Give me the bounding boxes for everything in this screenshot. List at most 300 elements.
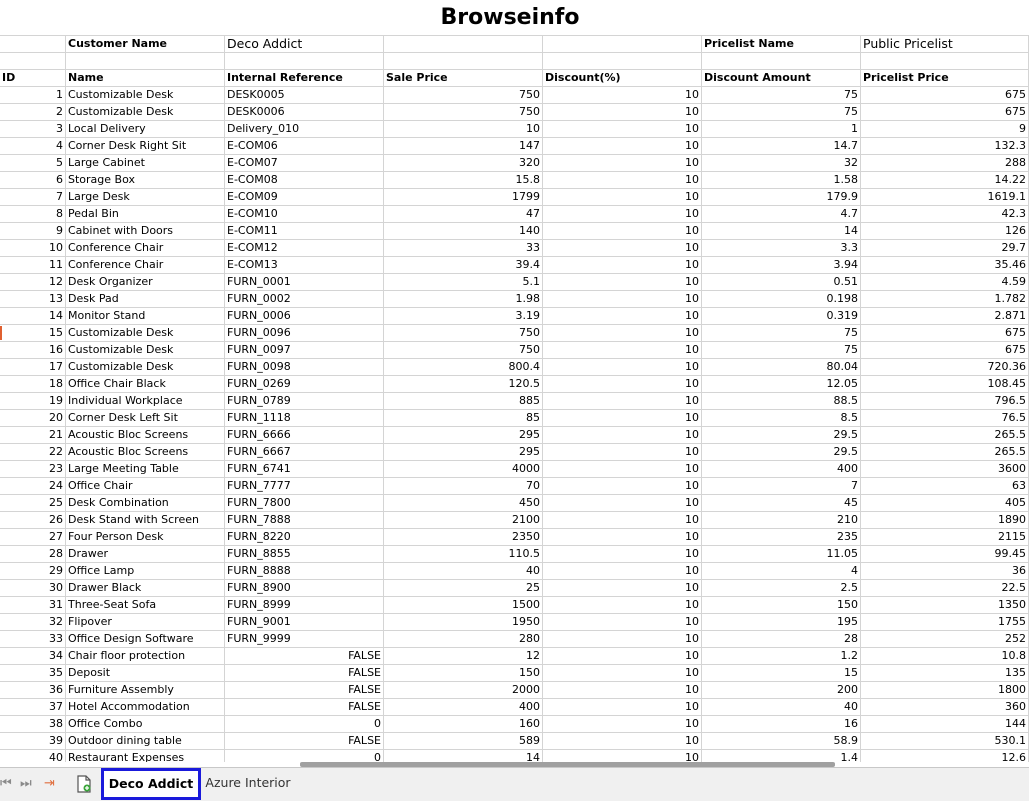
- cell-pricelist-price[interactable]: 63: [861, 478, 1029, 495]
- cell-sale-price[interactable]: 320: [384, 155, 543, 172]
- cell-pricelist-price[interactable]: 675: [861, 104, 1029, 121]
- cell-discount-amount[interactable]: 11.05: [702, 546, 861, 563]
- cell-discount-percent[interactable]: 10: [543, 699, 702, 716]
- cell-discount-percent[interactable]: 10: [543, 461, 702, 478]
- cell-name[interactable]: Conference Chair: [66, 257, 225, 274]
- cell-pricelist-price[interactable]: 720.36: [861, 359, 1029, 376]
- cell-name[interactable]: Individual Workplace: [66, 393, 225, 410]
- cell-sale-price[interactable]: 2000: [384, 682, 543, 699]
- cell-internal-reference[interactable]: FALSE: [225, 699, 384, 716]
- cell-discount-percent[interactable]: 10: [543, 359, 702, 376]
- cell-sale-price[interactable]: 2350: [384, 529, 543, 546]
- cell-sale-price[interactable]: 1799: [384, 189, 543, 206]
- sheet-tab-azure-interior[interactable]: Azure Interior: [205, 775, 291, 790]
- cell-name[interactable]: Desk Organizer: [66, 274, 225, 291]
- cell-id[interactable]: 34: [0, 648, 66, 665]
- add-sheet-icon[interactable]: [76, 775, 92, 793]
- cell-sale-price[interactable]: 5.1: [384, 274, 543, 291]
- cell-discount-percent[interactable]: 10: [543, 444, 702, 461]
- cell-discount-amount[interactable]: 400: [702, 461, 861, 478]
- cell-internal-reference[interactable]: FURN_8855: [225, 546, 384, 563]
- cell-name[interactable]: Large Cabinet: [66, 155, 225, 172]
- cell-sale-price[interactable]: 400: [384, 699, 543, 716]
- cell-discount-amount[interactable]: 14: [702, 223, 861, 240]
- cell-internal-reference[interactable]: FURN_0006: [225, 308, 384, 325]
- pricelist-label[interactable]: Pricelist Name: [702, 36, 861, 53]
- cell-discount-amount[interactable]: 75: [702, 325, 861, 342]
- cell-internal-reference[interactable]: FURN_6741: [225, 461, 384, 478]
- cell-discount-amount[interactable]: 4.7: [702, 206, 861, 223]
- cell-pricelist-price[interactable]: 360: [861, 699, 1029, 716]
- column-header-pricelist-price[interactable]: Pricelist Price: [861, 70, 1029, 87]
- cell-internal-reference[interactable]: FURN_6667: [225, 444, 384, 461]
- cell-name[interactable]: Conference Chair: [66, 240, 225, 257]
- cell-sale-price[interactable]: 750: [384, 342, 543, 359]
- cell-discount-amount[interactable]: 210: [702, 512, 861, 529]
- cell-pricelist-price[interactable]: 1350: [861, 597, 1029, 614]
- empty-cell[interactable]: [543, 36, 702, 53]
- cell-id[interactable]: 17: [0, 359, 66, 376]
- cell-sale-price[interactable]: 85: [384, 410, 543, 427]
- cell-internal-reference[interactable]: FALSE: [225, 665, 384, 682]
- cell-name[interactable]: Hotel Accommodation: [66, 699, 225, 716]
- cell-id[interactable]: 12: [0, 274, 66, 291]
- cell-id[interactable]: 37: [0, 699, 66, 716]
- cell-internal-reference[interactable]: Delivery_010: [225, 121, 384, 138]
- cell-id[interactable]: 39: [0, 733, 66, 750]
- cell-internal-reference[interactable]: E-COM13: [225, 257, 384, 274]
- scroll-to-end-icon[interactable]: ⇥: [44, 776, 55, 791]
- cell-name[interactable]: Local Delivery: [66, 121, 225, 138]
- column-header-internal-reference[interactable]: Internal Reference: [225, 70, 384, 87]
- cell-pricelist-price[interactable]: 4.59: [861, 274, 1029, 291]
- cell-sale-price[interactable]: 10: [384, 121, 543, 138]
- cell-discount-amount[interactable]: 150: [702, 597, 861, 614]
- cell-id[interactable]: 30: [0, 580, 66, 597]
- cell-discount-amount[interactable]: 1.4: [702, 750, 861, 762]
- cell-sale-price[interactable]: 3.19: [384, 308, 543, 325]
- cell-discount-percent[interactable]: 10: [543, 104, 702, 121]
- empty-cell[interactable]: [702, 53, 861, 70]
- cell-internal-reference[interactable]: FURN_8900: [225, 580, 384, 597]
- cell-discount-amount[interactable]: 45: [702, 495, 861, 512]
- cell-sale-price[interactable]: 33: [384, 240, 543, 257]
- cell-id[interactable]: 13: [0, 291, 66, 308]
- cell-internal-reference[interactable]: FURN_0269: [225, 376, 384, 393]
- cell-internal-reference[interactable]: FURN_1118: [225, 410, 384, 427]
- cell-sale-price[interactable]: 750: [384, 325, 543, 342]
- cell-sale-price[interactable]: 4000: [384, 461, 543, 478]
- cell-id[interactable]: 10: [0, 240, 66, 257]
- cell-id[interactable]: 19: [0, 393, 66, 410]
- cell-pricelist-price[interactable]: 2.871: [861, 308, 1029, 325]
- column-header-discount-percent[interactable]: Discount(%): [543, 70, 702, 87]
- cell-discount-percent[interactable]: 10: [543, 648, 702, 665]
- cell-pricelist-price[interactable]: 265.5: [861, 444, 1029, 461]
- cell-discount-percent[interactable]: 10: [543, 291, 702, 308]
- cell-discount-amount[interactable]: 75: [702, 104, 861, 121]
- cell-sale-price[interactable]: 1.98: [384, 291, 543, 308]
- cell-discount-amount[interactable]: 16: [702, 716, 861, 733]
- cell-name[interactable]: Deposit: [66, 665, 225, 682]
- cell-pricelist-price[interactable]: 1.782: [861, 291, 1029, 308]
- cell-internal-reference[interactable]: FURN_7800: [225, 495, 384, 512]
- cell-internal-reference[interactable]: FURN_8888: [225, 563, 384, 580]
- cell-internal-reference[interactable]: 0: [225, 750, 384, 762]
- cell-id[interactable]: 24: [0, 478, 66, 495]
- cell-internal-reference[interactable]: FURN_0098: [225, 359, 384, 376]
- cell-sale-price[interactable]: 450: [384, 495, 543, 512]
- cell-name[interactable]: Large Desk: [66, 189, 225, 206]
- cell-id[interactable]: 7: [0, 189, 66, 206]
- cell-discount-percent[interactable]: 10: [543, 614, 702, 631]
- cell-internal-reference[interactable]: FURN_0097: [225, 342, 384, 359]
- cell-discount-percent[interactable]: 10: [543, 716, 702, 733]
- cell-pricelist-price[interactable]: 36: [861, 563, 1029, 580]
- cell-id[interactable]: 38: [0, 716, 66, 733]
- cell-sale-price[interactable]: 150: [384, 665, 543, 682]
- cell-id[interactable]: 16: [0, 342, 66, 359]
- sheet-tab-deco-addict[interactable]: Deco Addict: [101, 768, 201, 800]
- cell-discount-percent[interactable]: 10: [543, 529, 702, 546]
- cell-id[interactable]: 33: [0, 631, 66, 648]
- cell-discount-amount[interactable]: 0.51: [702, 274, 861, 291]
- cell-discount-amount[interactable]: 1: [702, 121, 861, 138]
- cell-id[interactable]: 20: [0, 410, 66, 427]
- cell-discount-percent[interactable]: 10: [543, 478, 702, 495]
- cell-internal-reference[interactable]: FURN_7888: [225, 512, 384, 529]
- customer-value[interactable]: Deco Addict: [225, 36, 384, 53]
- cell-discount-percent[interactable]: 10: [543, 580, 702, 597]
- cell-internal-reference[interactable]: FURN_8220: [225, 529, 384, 546]
- cell-id[interactable]: 28: [0, 546, 66, 563]
- cell-internal-reference[interactable]: E-COM09: [225, 189, 384, 206]
- cell-discount-amount[interactable]: 195: [702, 614, 861, 631]
- cell-discount-amount[interactable]: 40: [702, 699, 861, 716]
- cell-pricelist-price[interactable]: 1619.1: [861, 189, 1029, 206]
- cell-name[interactable]: Corner Desk Left Sit: [66, 410, 225, 427]
- cell-sale-price[interactable]: 295: [384, 444, 543, 461]
- cell-discount-amount[interactable]: 0.198: [702, 291, 861, 308]
- cell-sale-price[interactable]: 70: [384, 478, 543, 495]
- cell-id[interactable]: 21: [0, 427, 66, 444]
- empty-cell[interactable]: [861, 53, 1029, 70]
- cell-sale-price[interactable]: 147: [384, 138, 543, 155]
- cell-name[interactable]: Flipover: [66, 614, 225, 631]
- cell-pricelist-price[interactable]: 265.5: [861, 427, 1029, 444]
- cell-sale-price[interactable]: 110.5: [384, 546, 543, 563]
- cell-discount-percent[interactable]: 10: [543, 138, 702, 155]
- cell-name[interactable]: Cabinet with Doors: [66, 223, 225, 240]
- cell-discount-percent[interactable]: 10: [543, 631, 702, 648]
- customer-label[interactable]: Customer Name: [66, 36, 225, 53]
- cell-pricelist-price[interactable]: 530.1: [861, 733, 1029, 750]
- cell-discount-percent[interactable]: 10: [543, 733, 702, 750]
- cell-id[interactable]: 2: [0, 104, 66, 121]
- column-header-id[interactable]: ID: [0, 70, 66, 87]
- cell-internal-reference[interactable]: FURN_0789: [225, 393, 384, 410]
- cell-internal-reference[interactable]: 0: [225, 716, 384, 733]
- cell-name[interactable]: Outdoor dining table: [66, 733, 225, 750]
- cell-name[interactable]: Office Combo: [66, 716, 225, 733]
- cell-name[interactable]: Three-Seat Sofa: [66, 597, 225, 614]
- cell-discount-percent[interactable]: 10: [543, 189, 702, 206]
- cell-internal-reference[interactable]: FURN_8999: [225, 597, 384, 614]
- cell-sale-price[interactable]: 1950: [384, 614, 543, 631]
- cell-discount-amount[interactable]: 200: [702, 682, 861, 699]
- cell-pricelist-price[interactable]: 405: [861, 495, 1029, 512]
- cell-sale-price[interactable]: 14: [384, 750, 543, 762]
- cell-name[interactable]: Office Design Software: [66, 631, 225, 648]
- cell-sale-price[interactable]: 750: [384, 104, 543, 121]
- cell-name[interactable]: Pedal Bin: [66, 206, 225, 223]
- cell-name[interactable]: Desk Combination: [66, 495, 225, 512]
- cell-sale-price[interactable]: 589: [384, 733, 543, 750]
- cell-discount-amount[interactable]: 3.94: [702, 257, 861, 274]
- cell-name[interactable]: Four Person Desk: [66, 529, 225, 546]
- cell-internal-reference[interactable]: E-COM12: [225, 240, 384, 257]
- cell-sale-price[interactable]: 140: [384, 223, 543, 240]
- cell-pricelist-price[interactable]: 675: [861, 87, 1029, 104]
- cell-pricelist-price[interactable]: 76.5: [861, 410, 1029, 427]
- cell-internal-reference[interactable]: FURN_9999: [225, 631, 384, 648]
- empty-cell[interactable]: [384, 53, 543, 70]
- cell-name[interactable]: Furniture Assembly: [66, 682, 225, 699]
- cell-name[interactable]: Desk Pad: [66, 291, 225, 308]
- cell-discount-percent[interactable]: 10: [543, 342, 702, 359]
- cell-pricelist-price[interactable]: 144: [861, 716, 1029, 733]
- cell-id[interactable]: 14: [0, 308, 66, 325]
- cell-name[interactable]: Customizable Desk: [66, 104, 225, 121]
- cell-internal-reference[interactable]: DESK0006: [225, 104, 384, 121]
- cell-discount-amount[interactable]: 80.04: [702, 359, 861, 376]
- cell-internal-reference[interactable]: FURN_6666: [225, 427, 384, 444]
- cell-discount-amount[interactable]: 29.5: [702, 427, 861, 444]
- cell-id[interactable]: 4: [0, 138, 66, 155]
- cell-name[interactable]: Drawer: [66, 546, 225, 563]
- cell-pricelist-price[interactable]: 132.3: [861, 138, 1029, 155]
- empty-cell[interactable]: [0, 53, 66, 70]
- cell-discount-percent[interactable]: 10: [543, 563, 702, 580]
- cell-pricelist-price[interactable]: 675: [861, 342, 1029, 359]
- cell-discount-percent[interactable]: 10: [543, 155, 702, 172]
- cell-discount-percent[interactable]: 10: [543, 121, 702, 138]
- cell-discount-percent[interactable]: 10: [543, 495, 702, 512]
- cell-discount-percent[interactable]: 10: [543, 87, 702, 104]
- cell-discount-percent[interactable]: 10: [543, 376, 702, 393]
- cell-pricelist-price[interactable]: 135: [861, 665, 1029, 682]
- first-sheet-icon[interactable]: ⏮: [0, 776, 12, 791]
- cell-name[interactable]: Office Chair Black: [66, 376, 225, 393]
- cell-sale-price[interactable]: 39.4: [384, 257, 543, 274]
- cell-name[interactable]: Customizable Desk: [66, 87, 225, 104]
- cell-sale-price[interactable]: 120.5: [384, 376, 543, 393]
- empty-cell[interactable]: [225, 53, 384, 70]
- cell-id[interactable]: 5: [0, 155, 66, 172]
- cell-internal-reference[interactable]: E-COM10: [225, 206, 384, 223]
- cell-name[interactable]: Desk Stand with Screen: [66, 512, 225, 529]
- cell-sale-price[interactable]: 12: [384, 648, 543, 665]
- cell-pricelist-price[interactable]: 10.8: [861, 648, 1029, 665]
- cell-name[interactable]: Office Chair: [66, 478, 225, 495]
- cell-internal-reference[interactable]: FALSE: [225, 648, 384, 665]
- cell-internal-reference[interactable]: FURN_7777: [225, 478, 384, 495]
- cell-name[interactable]: Acoustic Bloc Screens: [66, 444, 225, 461]
- cell-sale-price[interactable]: 47: [384, 206, 543, 223]
- cell-pricelist-price[interactable]: 1800: [861, 682, 1029, 699]
- cell-discount-amount[interactable]: 15: [702, 665, 861, 682]
- cell-pricelist-price[interactable]: 42.3: [861, 206, 1029, 223]
- cell-discount-amount[interactable]: 28: [702, 631, 861, 648]
- cell-internal-reference[interactable]: FALSE: [225, 682, 384, 699]
- cell-pricelist-price[interactable]: 1755: [861, 614, 1029, 631]
- cell-id[interactable]: 40: [0, 750, 66, 762]
- cell-discount-percent[interactable]: 10: [543, 206, 702, 223]
- cell-internal-reference[interactable]: E-COM11: [225, 223, 384, 240]
- cell-name[interactable]: Customizable Desk: [66, 325, 225, 342]
- cell-internal-reference[interactable]: DESK0005: [225, 87, 384, 104]
- cell-discount-percent[interactable]: 10: [543, 308, 702, 325]
- cell-id[interactable]: 35: [0, 665, 66, 682]
- cell-id[interactable]: 25: [0, 495, 66, 512]
- cell-sale-price[interactable]: 160: [384, 716, 543, 733]
- cell-discount-percent[interactable]: 10: [543, 682, 702, 699]
- cell-id[interactable]: 9: [0, 223, 66, 240]
- cell-pricelist-price[interactable]: 288: [861, 155, 1029, 172]
- cell-discount-amount[interactable]: 8.5: [702, 410, 861, 427]
- cell-discount-amount[interactable]: 32: [702, 155, 861, 172]
- cell-name[interactable]: Monitor Stand: [66, 308, 225, 325]
- cell-sale-price[interactable]: 2100: [384, 512, 543, 529]
- last-sheet-icon[interactable]: ⏭: [20, 776, 32, 791]
- cell-discount-amount[interactable]: 179.9: [702, 189, 861, 206]
- cell-sale-price[interactable]: 800.4: [384, 359, 543, 376]
- cell-pricelist-price[interactable]: 99.45: [861, 546, 1029, 563]
- cell-id[interactable]: 32: [0, 614, 66, 631]
- cell-discount-amount[interactable]: 1.58: [702, 172, 861, 189]
- cell-discount-percent[interactable]: 10: [543, 172, 702, 189]
- cell-id[interactable]: 11: [0, 257, 66, 274]
- cell-discount-percent[interactable]: 10: [543, 274, 702, 291]
- cell-discount-amount[interactable]: 14.7: [702, 138, 861, 155]
- cell-sale-price[interactable]: 280: [384, 631, 543, 648]
- cell-discount-percent[interactable]: 10: [543, 223, 702, 240]
- cell-sale-price[interactable]: 750: [384, 87, 543, 104]
- cell-name[interactable]: Storage Box: [66, 172, 225, 189]
- column-header-name[interactable]: Name: [66, 70, 225, 87]
- cell-discount-amount[interactable]: 7: [702, 478, 861, 495]
- cell-id[interactable]: 6: [0, 172, 66, 189]
- cell-pricelist-price[interactable]: 675: [861, 325, 1029, 342]
- cell-id[interactable]: 29: [0, 563, 66, 580]
- cell-internal-reference[interactable]: FURN_0096: [225, 325, 384, 342]
- cell-pricelist-price[interactable]: 796.5: [861, 393, 1029, 410]
- cell-pricelist-price[interactable]: 252: [861, 631, 1029, 648]
- cell-name[interactable]: Acoustic Bloc Screens: [66, 427, 225, 444]
- cell-internal-reference[interactable]: E-COM08: [225, 172, 384, 189]
- cell-pricelist-price[interactable]: 35.46: [861, 257, 1029, 274]
- cell-name[interactable]: Large Meeting Table: [66, 461, 225, 478]
- empty-cell[interactable]: [543, 53, 702, 70]
- cell-id[interactable]: 26: [0, 512, 66, 529]
- cell-discount-amount[interactable]: 58.9: [702, 733, 861, 750]
- cell-name[interactable]: Restaurant Expenses: [66, 750, 225, 762]
- cell-name[interactable]: Corner Desk Right Sit: [66, 138, 225, 155]
- cell-id[interactable]: 3: [0, 121, 66, 138]
- cell-id[interactable]: 36: [0, 682, 66, 699]
- cell-sale-price[interactable]: 40: [384, 563, 543, 580]
- cell-discount-percent[interactable]: 10: [543, 410, 702, 427]
- cell-pricelist-price[interactable]: 126: [861, 223, 1029, 240]
- cell-id[interactable]: 8: [0, 206, 66, 223]
- cell-discount-percent[interactable]: 10: [543, 546, 702, 563]
- cell-sale-price[interactable]: 15.8: [384, 172, 543, 189]
- cell-id[interactable]: 1: [0, 87, 66, 104]
- cell-discount-percent[interactable]: 10: [543, 750, 702, 762]
- cell-internal-reference[interactable]: E-COM07: [225, 155, 384, 172]
- cell-pricelist-price[interactable]: 2115: [861, 529, 1029, 546]
- pricelist-value[interactable]: Public Pricelist: [861, 36, 1029, 53]
- cell-sale-price[interactable]: 1500: [384, 597, 543, 614]
- cell-id[interactable]: 18: [0, 376, 66, 393]
- cell-pricelist-price[interactable]: 12.6: [861, 750, 1029, 762]
- column-header-discount-amount[interactable]: Discount Amount: [702, 70, 861, 87]
- cell-discount-percent[interactable]: 10: [543, 240, 702, 257]
- cell-discount-percent[interactable]: 10: [543, 665, 702, 682]
- empty-cell[interactable]: [66, 53, 225, 70]
- cell-pricelist-price[interactable]: 22.5: [861, 580, 1029, 597]
- cell-name[interactable]: Customizable Desk: [66, 359, 225, 376]
- cell-discount-percent[interactable]: 10: [543, 325, 702, 342]
- cell-name[interactable]: Drawer Black: [66, 580, 225, 597]
- cell-internal-reference[interactable]: FALSE: [225, 733, 384, 750]
- cell-pricelist-price[interactable]: 9: [861, 121, 1029, 138]
- cell-pricelist-price[interactable]: 14.22: [861, 172, 1029, 189]
- empty-cell[interactable]: [0, 36, 66, 53]
- cell-discount-amount[interactable]: 235: [702, 529, 861, 546]
- cell-sale-price[interactable]: 885: [384, 393, 543, 410]
- cell-discount-percent[interactable]: 10: [543, 393, 702, 410]
- cell-internal-reference[interactable]: FURN_0002: [225, 291, 384, 308]
- cell-discount-amount[interactable]: 3.3: [702, 240, 861, 257]
- cell-sale-price[interactable]: 295: [384, 427, 543, 444]
- cell-id[interactable]: 15: [0, 325, 66, 342]
- cell-sale-price[interactable]: 25: [384, 580, 543, 597]
- cell-internal-reference[interactable]: FURN_0001: [225, 274, 384, 291]
- cell-discount-percent[interactable]: 10: [543, 427, 702, 444]
- cell-discount-amount[interactable]: 29.5: [702, 444, 861, 461]
- cell-discount-amount[interactable]: 2.5: [702, 580, 861, 597]
- cell-discount-percent[interactable]: 10: [543, 597, 702, 614]
- cell-discount-amount[interactable]: 4: [702, 563, 861, 580]
- cell-discount-amount[interactable]: 88.5: [702, 393, 861, 410]
- cell-pricelist-price[interactable]: 3600: [861, 461, 1029, 478]
- cell-discount-amount[interactable]: 1.2: [702, 648, 861, 665]
- cell-name[interactable]: Chair floor protection: [66, 648, 225, 665]
- cell-id[interactable]: 31: [0, 597, 66, 614]
- cell-discount-percent[interactable]: 10: [543, 257, 702, 274]
- cell-discount-amount[interactable]: 75: [702, 342, 861, 359]
- cell-internal-reference[interactable]: FURN_9001: [225, 614, 384, 631]
- cell-discount-amount[interactable]: 12.05: [702, 376, 861, 393]
- cell-discount-amount[interactable]: 75: [702, 87, 861, 104]
- cell-name[interactable]: Customizable Desk: [66, 342, 225, 359]
- cell-pricelist-price[interactable]: 29.7: [861, 240, 1029, 257]
- cell-discount-amount[interactable]: 0.319: [702, 308, 861, 325]
- cell-name[interactable]: Office Lamp: [66, 563, 225, 580]
- cell-id[interactable]: 23: [0, 461, 66, 478]
- cell-id[interactable]: 27: [0, 529, 66, 546]
